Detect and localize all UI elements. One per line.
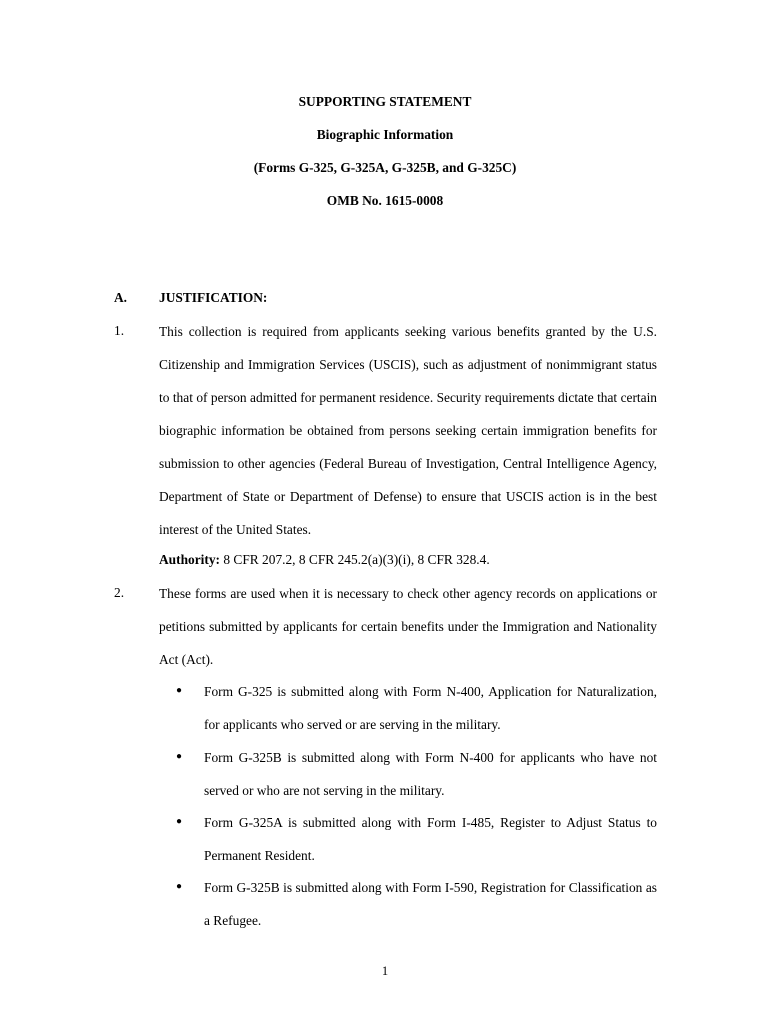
document-subtitle: Biographic Information [316, 127, 454, 142]
authority-label: Authority: [159, 552, 220, 567]
bullet-item: Form G-325A is submitted along with Form I-485, Register to Adjust Status to Permanent Resident. [204, 815, 657, 863]
item-number: 2. [114, 585, 125, 600]
bullet-icon: ● [176, 816, 183, 827]
bullet-item: Form G-325 is submitted along with Form N-400, Application for Naturalization, for applicants who served or are serving in the military. [204, 684, 657, 732]
bullet-icon: ● [176, 685, 183, 696]
form-numbers: (Forms G-325, G-325A, G-325B, and G-325C) [253, 160, 517, 175]
bullet-item: Form G-325B is submitted along with Form N-400 for applicants who have not served or who are not serving in the military. [204, 750, 657, 798]
bullet-icon: ● [176, 751, 183, 762]
bullet-icon: ● [176, 881, 183, 892]
item-number: 1. [114, 323, 125, 338]
item-2-paragraph: These forms are used when it is necessary to check other agency records on applications or petitions submitted by applicants for certain benefits under the Immigration and Nationality Act (Act). [159, 586, 657, 667]
omb-number: OMB No. 1615-0008 [326, 193, 444, 208]
item-1-paragraph: This collection is required from applicants seeking various benefits granted by the U.S. Citizenship and Immigration Services (USCIS), such as adjustment of nonimmigrant status to that of person admitted for permanent residence. Security requirements dictate that certain biographic information be obtained from persons seeking certain immigration benefits for submission to other agencies (Federal Bureau of Investigation, Central Intelligence Agency, Department of State or Department of Defense) to ensure that USCIS action is in the best interest of the United States. [159, 324, 657, 537]
section-title: JUSTIFICATION: [159, 290, 268, 305]
authority-text: 8 CFR 207.2, 8 CFR 245.2(a)(3)(i), 8 CFR 328.4. [220, 552, 490, 567]
page-number: 1 [381, 964, 389, 978]
section-heading [0, 290, 770, 306]
document-title: SUPPORTING STATEMENT [298, 94, 472, 109]
authority-line [159, 552, 657, 568]
section-label: A. [114, 290, 128, 305]
bullet-item: Form G-325B is submitted along with Form I-590, Registration for Classification as a Refugee. [204, 880, 657, 928]
